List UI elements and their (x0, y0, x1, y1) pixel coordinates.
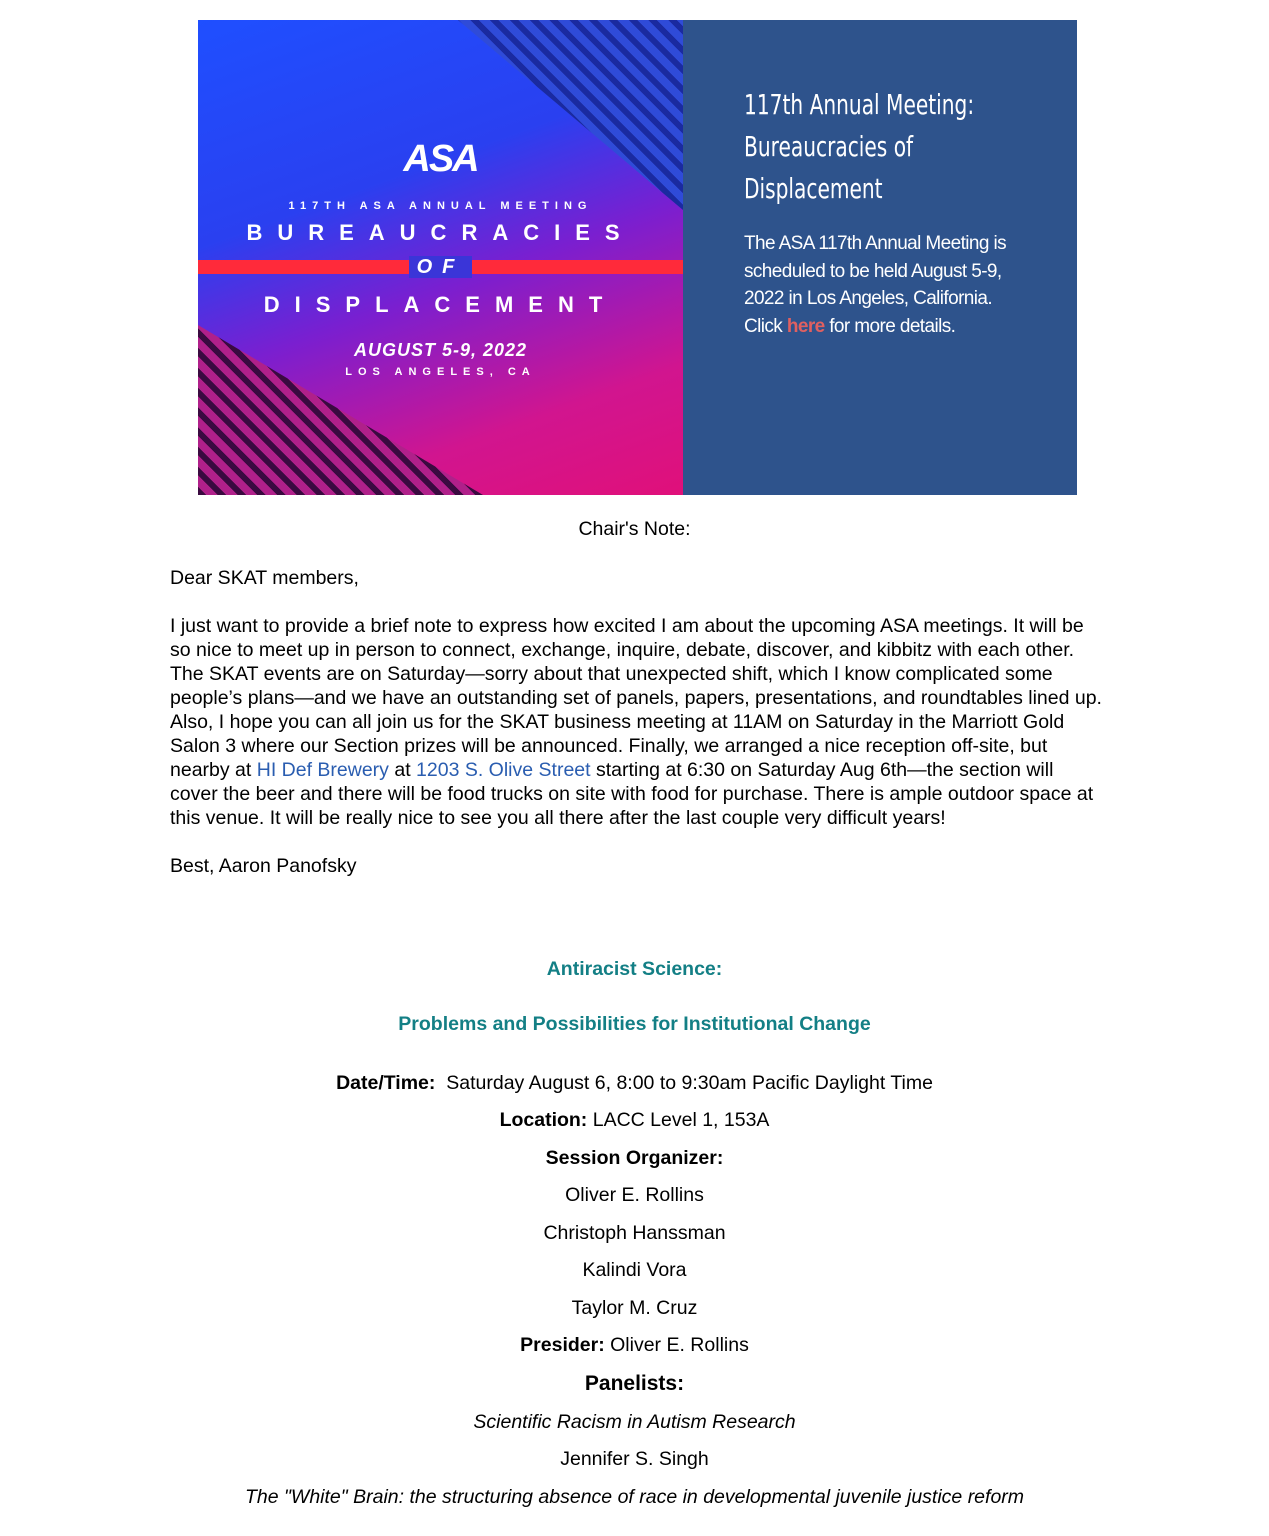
organizer-label: Session Organizer: (545, 1147, 724, 1169)
brewery-link[interactable]: HI Def Brewery (256, 759, 389, 781)
organizer-name: Christoph Hanssman (543, 1222, 726, 1244)
organizer-name: Taylor M. Cruz (571, 1297, 698, 1319)
details-link[interactable]: here (786, 315, 825, 337)
banner-text: The ASA 117th Annual Meeting is scheduled to be held August 5-9, 2022 in Los Angeles, California. Click (744, 233, 1007, 337)
session-title-line1: Antiracist Science: (546, 958, 723, 980)
organizer-name: Oliver E. Rollins (565, 1184, 704, 1206)
banner-text: for more details. (824, 315, 956, 337)
presider-value: Oliver E. Rollins (610, 1334, 749, 1356)
paper-title: The "White" Brain: the structuring absence of race in developmental juvenile justice reform (244, 1486, 1025, 1508)
banner-heading: 117th Annual Meeting: Bureaucracies of Displacement (744, 88, 975, 205)
poster-title-line1: BUREAUCRACIES (246, 220, 635, 245)
letter-text: starting at 6:30 on Saturday Aug 6th—the section will cover the beer and there will be food trucks on site with food for purchase. There is ample outdoor space at this venue. It will be really nice to see you all there after the last couple very difficult years! (170, 759, 1094, 829)
session-location (0, 1109, 1269, 1132)
asa-logo: ASA (403, 138, 478, 180)
letter-text: I just want to provide a brief note to express how excited I am about the upcoming ASA meetings. It will be so nice to meet up in person to connect, exchange, inquire, debate, discover, and kibbitz with each other. The SKAT events are on Saturday—sorry about that unexpected shift, which I know complicated some people’s plans—and we have an outstanding set of panels, papers, presentations, and roundtables lined up. Also, I hope you can all join us for the SKAT business meeting at 11AM on Saturday in the Marriott Gold Salon 3 where our Section prizes will be announced. Finally, we arranged a nice reception off-site, but nearby at (170, 615, 1102, 781)
maze-illustration (383, 20, 683, 210)
greeting: Dear SKAT members, (170, 567, 359, 589)
poster-dates: AUGUST 5-9, 2022 (353, 340, 528, 360)
chairs-letter (170, 566, 1105, 902)
meeting-banner (198, 20, 1077, 495)
letter-text: at (388, 759, 417, 781)
signoff: Best, Aaron Panofsky (170, 855, 357, 877)
presider-label: Presider: (520, 1334, 605, 1356)
address-link[interactable]: 1203 S. Olive Street (416, 759, 591, 781)
poster-city: LOS ANGELES, CA (345, 366, 536, 378)
paper-title: Scientific Racism in Autism Research (473, 1411, 796, 1433)
poster-of: OF (409, 256, 473, 278)
session-datetime (0, 1072, 1269, 1095)
chairs-note-heading: Chair's Note: (578, 518, 691, 540)
poster-title-line2 (198, 256, 683, 279)
banner-info-panel (683, 20, 1077, 495)
paper-author: Jennifer S. Singh (560, 1448, 709, 1470)
organizer-name: Kalindi Vora (582, 1259, 687, 1281)
date-label: Date/Time: (336, 1072, 436, 1094)
location-label: Location: (499, 1109, 588, 1131)
panelists-label: Panelists: (584, 1372, 685, 1395)
meeting-poster-image[interactable] (198, 20, 683, 495)
letter-paragraph (170, 614, 1105, 830)
banner-description (744, 230, 1034, 340)
poster-title-line3: DISPLACEMENT (263, 292, 618, 317)
location-value: LACC Level 1, 153A (592, 1109, 770, 1131)
session-title-line2: Problems and Possibilities for Institutional Change (398, 1013, 871, 1035)
session-presider (0, 1334, 1269, 1357)
date-value: Saturday August 6, 8:00 to 9:30am Pacific Daylight Time (446, 1072, 933, 1094)
poster-subtitle: 117TH ASA ANNUAL MEETING (288, 200, 593, 212)
